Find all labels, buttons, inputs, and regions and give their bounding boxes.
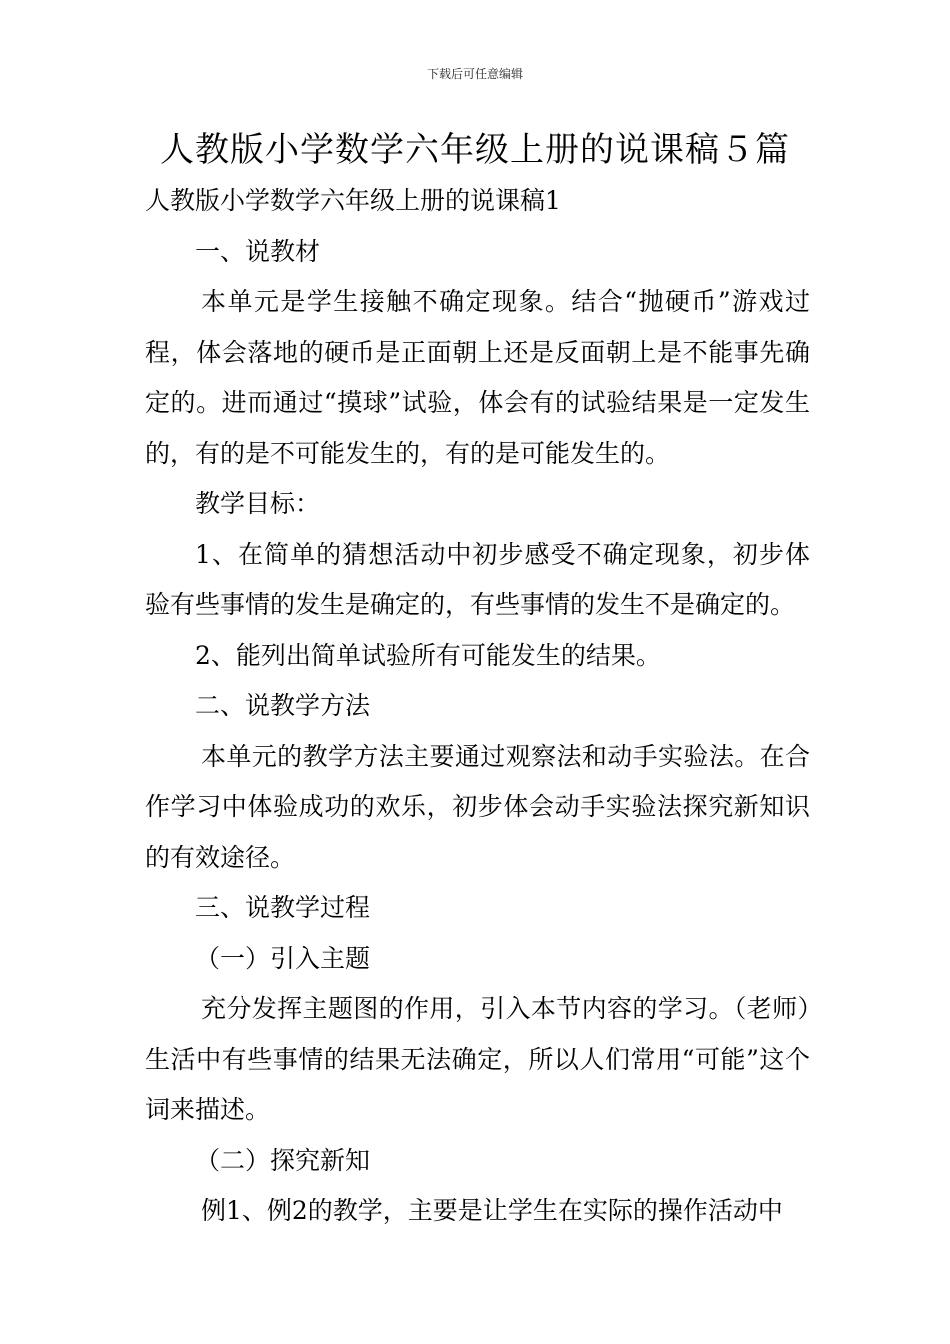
- header-note: 下载后可任意编辑: [426, 67, 523, 81]
- sub-heading-2: （二）探究新知: [195, 1145, 371, 1175]
- body-paragraph: 本单元的教学方法主要通过观察法和动手实验法。在合作学习中体验成功的欢乐，初步体会动手实验法探究新知识的有效途径。: [145, 741, 810, 872]
- body-paragraph: 2、能列出简单试验所有可能发生的结果。: [195, 640, 661, 670]
- section-heading-2: 二、说教学方法: [195, 691, 371, 720]
- document-body: [145, 176, 810, 1237]
- document-title: 人教版小学数学六年级上册的说课稿５篇: [160, 130, 790, 170]
- body-paragraph: 1、在简单的猜想活动中初步感受不确定现象，初步体验有些事情的发生是确定的，有些事情的发生不是确定的。: [145, 539, 810, 619]
- teaching-goals-heading: 教学目标：: [195, 489, 321, 518]
- body-paragraph: 本单元是学生接触不确定现象。结合“抛硬币”游戏过程，体会落地的硬币是正面朝上还是反面朝上是不能事先确定的。进而通过“摸球”试验，体会有的试验结果是一定发生的，有的是不可能发生的，有的是可能发生的。: [145, 287, 810, 468]
- body-paragraph: 充分发挥主题图的作用，引入本节内容的学习。（老师）生活中有些事情的结果无法确定，所以人们常用“可能”这个词来描述。: [145, 994, 810, 1124]
- subtitle-paragraph: 人教版小学数学六年级上册的说课稿1: [145, 186, 561, 215]
- section-heading-3: 三、说教学过程: [195, 893, 371, 922]
- sub-heading-1: （一）引入主题: [195, 943, 371, 973]
- body-paragraph: 例1、例2的教学，主要是让学生在实际的操作活动中: [201, 1196, 783, 1225]
- section-heading-1: 一、说教材: [195, 236, 321, 266]
